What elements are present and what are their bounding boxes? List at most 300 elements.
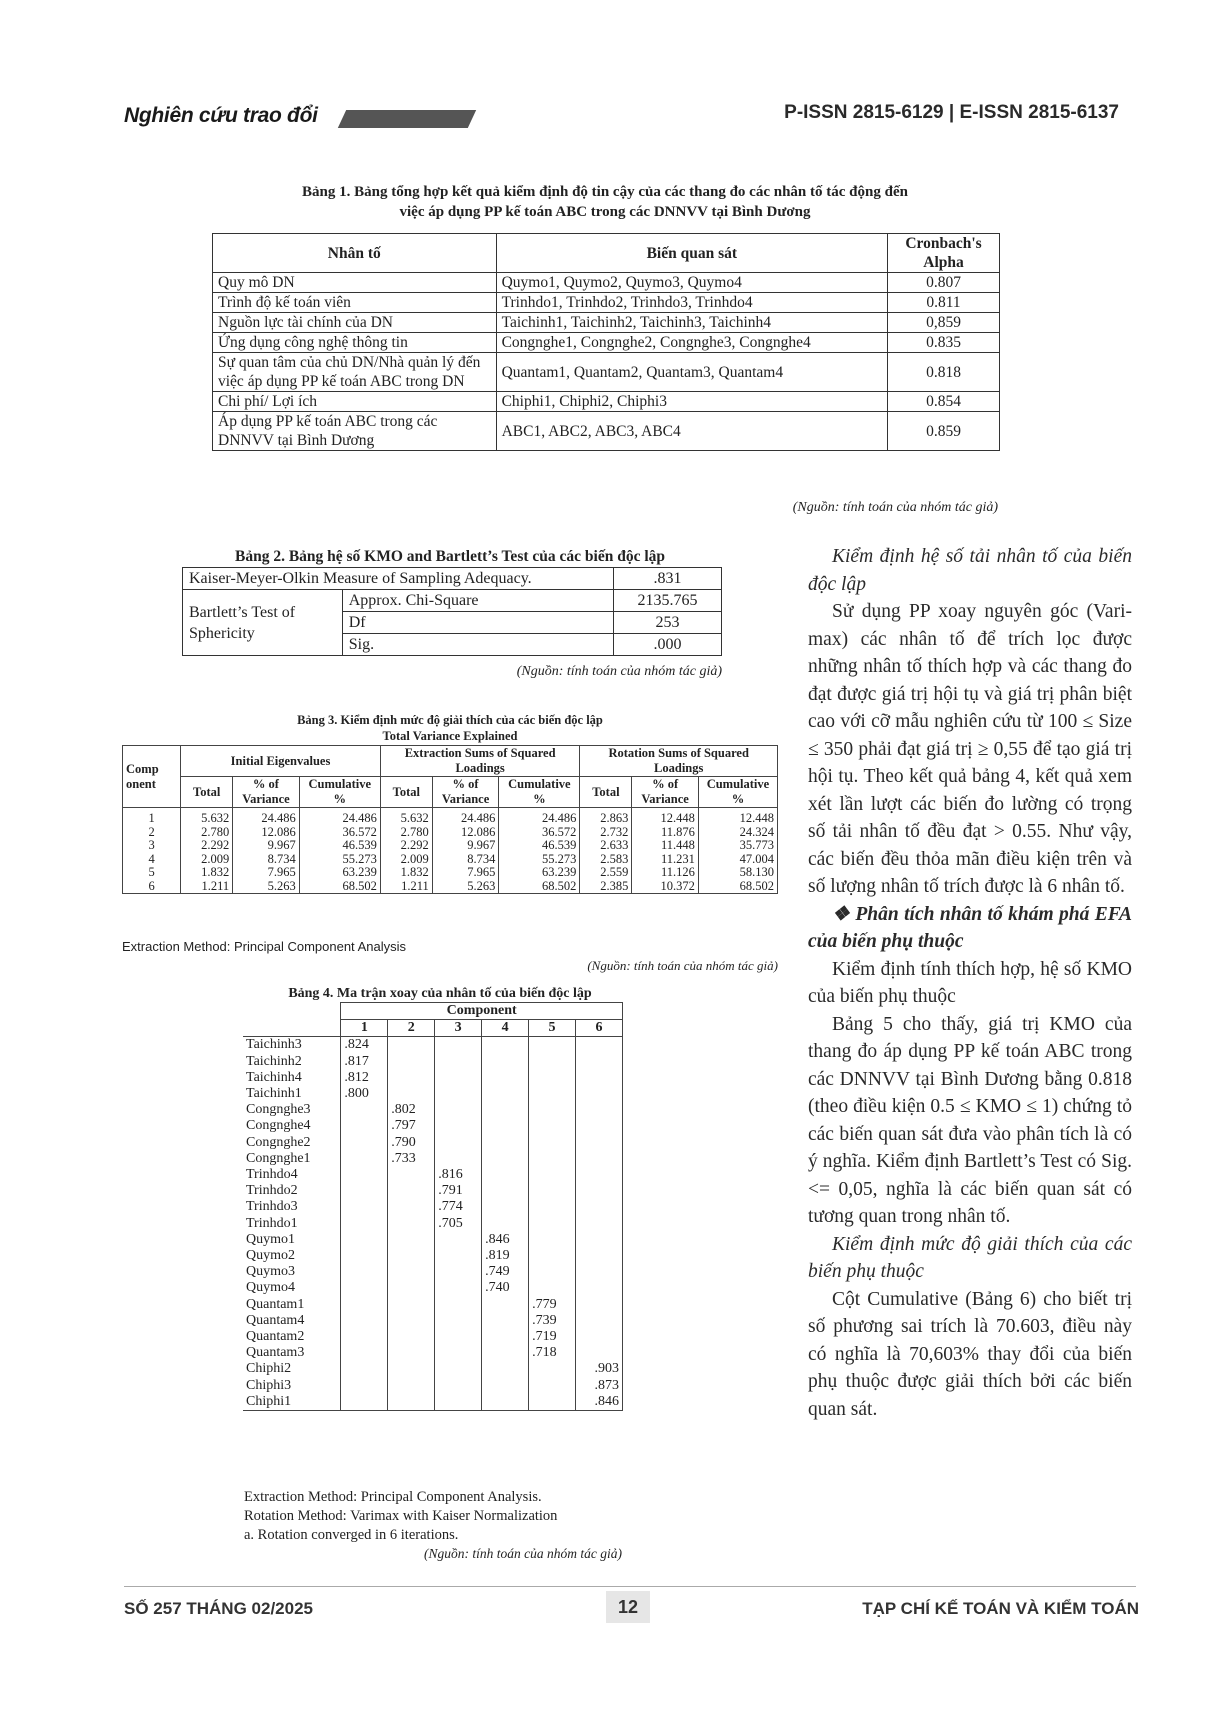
- loading-cell: [435, 1264, 482, 1280]
- value-cell: 10.372: [632, 880, 699, 894]
- loading-cell: [341, 1135, 388, 1151]
- component-cell: 4: [123, 853, 181, 867]
- table4-row: [243, 1070, 623, 1086]
- value-cell: 11.448: [632, 839, 699, 853]
- value-cell: 1.211: [181, 880, 233, 894]
- table4-component-header: Component: [341, 1003, 623, 1020]
- bartlett-row-label: Sig.: [342, 634, 613, 656]
- loading-cell: [435, 1280, 482, 1296]
- table3-group-header: Rotation Sums of Squared Loadings: [580, 746, 778, 777]
- table4-corner: [243, 1003, 341, 1020]
- value-cell: 68.502: [499, 880, 580, 894]
- loading-cell: [435, 1345, 482, 1361]
- loading-cell: [435, 1037, 482, 1054]
- variable-label: Trinhdo2: [243, 1183, 341, 1199]
- table4-row: [243, 1313, 623, 1329]
- variable-label: Quantam4: [243, 1313, 341, 1329]
- component-cell: 6: [123, 880, 181, 894]
- table1-caption: [200, 183, 1010, 222]
- table1-caption-line1: Bảng 1. Bảng tổng hợp kết quả kiểm định độ tin cậy của các thang đo các nhân tố tác động đến: [302, 184, 908, 200]
- table1-header: Biến quan sát: [496, 234, 887, 273]
- loading-cell: .824: [341, 1037, 388, 1054]
- loading-cell: [529, 1199, 576, 1215]
- table3-sub-header: % of Variance: [432, 777, 499, 808]
- value-cell: 68.502: [299, 880, 380, 894]
- loading-cell: [435, 1297, 482, 1313]
- vars-cell: Quymo1, Quymo2, Quymo3, Quymo4: [496, 273, 887, 293]
- loading-cell: [575, 1183, 622, 1199]
- loading-cell: [575, 1054, 622, 1070]
- loading-cell: [482, 1102, 529, 1118]
- loading-cell: [388, 1248, 435, 1264]
- table1-row: [213, 313, 1000, 333]
- vars-cell: Congnghe1, Congnghe2, Congnghe3, Congnghe4: [496, 333, 887, 353]
- loading-cell: [388, 1378, 435, 1394]
- loading-cell: [388, 1361, 435, 1377]
- variable-label: Taichinh2: [243, 1054, 341, 1070]
- table3-group-header: Initial Eigenvalues: [181, 746, 381, 777]
- subheading: Kiểm định mức độ giải thích của các biến phụ thuộc: [808, 1233, 1132, 1282]
- variable-label: Congnghe2: [243, 1135, 341, 1151]
- value-cell: 1.211: [380, 880, 432, 894]
- loading-cell: [482, 1167, 529, 1183]
- table4-column-header: 4: [482, 1020, 529, 1037]
- header-decor-bar: [338, 110, 476, 128]
- component-cell: 5: [123, 866, 181, 880]
- loading-cell: [482, 1151, 529, 1167]
- value-cell: 5.263: [432, 880, 499, 894]
- factor-cell: Sự quan tâm của chủ DN/Nhà quản lý đến việc áp dụng PP kế toán ABC trong DN: [213, 353, 497, 392]
- section-heading: ❖ Phân tích nhân tố khám phá EFA của biến phụ thuộc: [808, 903, 1132, 952]
- alpha-cell: 0.854: [888, 392, 1000, 412]
- variable-label: Trinhdo3: [243, 1199, 341, 1215]
- factor-cell: Trình độ kế toán viên: [213, 293, 497, 313]
- table4-row: [243, 1280, 623, 1296]
- loading-cell: [575, 1297, 622, 1313]
- value-cell: 55.273: [299, 853, 380, 867]
- table3-sub-header: Cumulative %: [499, 777, 580, 808]
- loading-cell: [575, 1102, 622, 1118]
- loading-cell: [482, 1394, 529, 1411]
- loading-cell: [575, 1216, 622, 1232]
- loading-cell: [529, 1086, 576, 1102]
- loading-cell: [529, 1280, 576, 1296]
- table4-note: Rotation Method: Varimax with Kaiser Normalization: [244, 1508, 558, 1524]
- loading-cell: [388, 1264, 435, 1280]
- value-cell: 2.583: [580, 853, 632, 867]
- value-cell: 24.486: [299, 808, 380, 826]
- loading-cell: [482, 1037, 529, 1054]
- loading-cell: .802: [388, 1102, 435, 1118]
- loading-cell: [575, 1264, 622, 1280]
- value-cell: 1.832: [380, 866, 432, 880]
- loading-cell: .817: [341, 1054, 388, 1070]
- table4: [243, 1002, 623, 1411]
- table3-row: [123, 839, 778, 853]
- loading-cell: [388, 1199, 435, 1215]
- table4-row: [243, 1037, 623, 1054]
- loading-cell: [482, 1361, 529, 1377]
- table4-row: [243, 1232, 623, 1248]
- value-cell: 68.502: [698, 880, 777, 894]
- loading-cell: [341, 1167, 388, 1183]
- value-cell: 2.292: [380, 839, 432, 853]
- loading-cell: [482, 1054, 529, 1070]
- loading-cell: [388, 1394, 435, 1411]
- loading-cell: [575, 1313, 622, 1329]
- table4-note: a. Rotation converged in 6 iterations.: [244, 1527, 459, 1543]
- value-cell: 11.876: [632, 826, 699, 840]
- paragraph: Cột Cumulative (Bảng 6) cho biết trị số phương sai trích là 70.603, điều này có nghĩa là 70,603% thay đổi của biến phụ thuộc được giải thích bởi các biến quan sát.: [808, 1288, 1132, 1420]
- table1-caption-line2: việc áp dụng PP kế toán ABC trong các DNNVV tại Bình Dương: [399, 203, 811, 220]
- value-cell: 2.009: [380, 853, 432, 867]
- table4-row: [243, 1183, 623, 1199]
- section-title: Nghiên cứu trao đổi: [124, 104, 318, 127]
- table3-sub-header: Cumulative %: [698, 777, 777, 808]
- value-cell: 2.780: [181, 826, 233, 840]
- value-cell: 7.965: [432, 866, 499, 880]
- value-cell: 1.832: [181, 866, 233, 880]
- loading-cell: [575, 1329, 622, 1345]
- loading-cell: [529, 1167, 576, 1183]
- loading-cell: [341, 1118, 388, 1134]
- paragraph: Sử dụng PP xoay nguyên góc (Vari-max) các nhân tố để trích lọc được những nhân tố thích hợp và các thang đo đạt được giá trị hội tụ và giá trị phân biệt cao với cỡ mẫu nghiên cứu từ 100 ≤ Size ≤ 350 phải đạt giá trị ≥ 0,55 để tạo giá trị hội tụ. Theo kết quả bảng 4, kết quả xem xét lần lượt các biến đo lường có trọng số tải nhân tố đều đạt > 0.55. Như vậy, các biến đều thỏa mãn điều kiện trên và số lượng nhân tố trích được là 6 nhân tố.: [808, 601, 1132, 897]
- loading-cell: .800: [341, 1086, 388, 1102]
- value-cell: 46.539: [499, 839, 580, 853]
- loading-cell: [529, 1070, 576, 1086]
- loading-cell: [482, 1086, 529, 1102]
- loading-cell: [529, 1264, 576, 1280]
- loading-cell: [575, 1280, 622, 1296]
- table4-row: [243, 1118, 623, 1134]
- loading-cell: .774: [435, 1199, 482, 1215]
- variable-label: Chiphi2: [243, 1361, 341, 1377]
- table4-row: [243, 1345, 623, 1361]
- variable-label: Quantam2: [243, 1329, 341, 1345]
- value-cell: 11.126: [632, 866, 699, 880]
- loading-cell: [575, 1070, 622, 1086]
- loading-cell: [435, 1086, 482, 1102]
- kmo-label: Kaiser-Meyer-Olkin Measure of Sampling Adequacy.: [183, 568, 614, 590]
- table1-row: [213, 392, 1000, 412]
- table4-row: [243, 1361, 623, 1377]
- loading-cell: [529, 1394, 576, 1411]
- loading-cell: .733: [388, 1151, 435, 1167]
- loading-cell: [388, 1216, 435, 1232]
- loading-cell: [529, 1361, 576, 1377]
- loading-cell: [341, 1102, 388, 1118]
- value-cell: 2.732: [580, 826, 632, 840]
- loading-cell: [435, 1394, 482, 1411]
- variable-label: Congnghe1: [243, 1151, 341, 1167]
- table3-row: [123, 853, 778, 867]
- loading-cell: .740: [482, 1280, 529, 1296]
- value-cell: 12.448: [632, 808, 699, 826]
- loading-cell: [482, 1345, 529, 1361]
- loading-cell: [341, 1329, 388, 1345]
- table3-component-header: Comp onent: [123, 746, 181, 808]
- value-cell: 12.086: [233, 826, 300, 840]
- kmo-value: .831: [614, 568, 722, 590]
- loading-cell: .790: [388, 1135, 435, 1151]
- table4-corner: [243, 1020, 341, 1037]
- loading-cell: [435, 1232, 482, 1248]
- loading-cell: [435, 1329, 482, 1345]
- loading-cell: [341, 1199, 388, 1215]
- table4-caption: Bảng 4. Ma trận xoay của nhân tố của biến độc lập: [288, 986, 592, 1001]
- table3-sub-header: Total: [580, 777, 632, 808]
- loading-cell: [482, 1297, 529, 1313]
- value-cell: 2.559: [580, 866, 632, 880]
- loading-cell: [435, 1118, 482, 1134]
- loading-cell: [388, 1167, 435, 1183]
- loading-cell: [435, 1054, 482, 1070]
- loading-cell: .718: [529, 1345, 576, 1361]
- loading-cell: [575, 1135, 622, 1151]
- bartlett-row-label: Df: [342, 612, 613, 634]
- loading-cell: [575, 1345, 622, 1361]
- footer-issue: SỐ 257 THÁNG 02/2025: [124, 1599, 313, 1618]
- value-cell: 5.263: [233, 880, 300, 894]
- table3-group-header: Extraction Sums of Squared Loadings: [380, 746, 580, 777]
- loading-cell: [482, 1070, 529, 1086]
- loading-cell: [529, 1054, 576, 1070]
- loading-cell: [388, 1329, 435, 1345]
- loading-cell: [435, 1102, 482, 1118]
- value-cell: 24.486: [499, 808, 580, 826]
- value-cell: 2.780: [380, 826, 432, 840]
- table4-row: [243, 1297, 623, 1313]
- table1-row: [213, 353, 1000, 392]
- loading-cell: [482, 1135, 529, 1151]
- loading-cell: .719: [529, 1329, 576, 1345]
- table1-header: Cronbach's Alpha: [888, 234, 1000, 273]
- value-cell: 11.231: [632, 853, 699, 867]
- table4-row: [243, 1102, 623, 1118]
- table4-column-header: 3: [435, 1020, 482, 1037]
- loading-cell: [341, 1264, 388, 1280]
- footer-divider: [124, 1586, 1136, 1587]
- loading-cell: [529, 1118, 576, 1134]
- value-cell: 9.967: [432, 839, 499, 853]
- loading-cell: [529, 1248, 576, 1264]
- table3-source: (Nguồn: tính toán của nhóm tác giả): [587, 958, 778, 973]
- value-cell: 24.486: [432, 808, 499, 826]
- value-cell: 24.486: [233, 808, 300, 826]
- table3-row: [123, 808, 778, 826]
- alpha-cell: 0.811: [888, 293, 1000, 313]
- loading-cell: [341, 1313, 388, 1329]
- table3-caption-line1: Bảng 3. Kiểm định mức độ giải thích của các biến độc lập: [297, 713, 603, 727]
- loading-cell: [529, 1102, 576, 1118]
- value-cell: 12.448: [698, 808, 777, 826]
- variable-label: Quymo4: [243, 1280, 341, 1296]
- loading-cell: [341, 1232, 388, 1248]
- loading-cell: [529, 1183, 576, 1199]
- vars-cell: Quantam1, Quantam2, Quantam3, Quantam4: [496, 353, 887, 392]
- table2-source: (Nguồn: tính toán của nhóm tác giả): [516, 664, 722, 679]
- table4-notes: [244, 1488, 557, 1545]
- loading-cell: .812: [341, 1070, 388, 1086]
- factor-cell: Nguồn lực tài chính của DN: [213, 313, 497, 333]
- loading-cell: .791: [435, 1183, 482, 1199]
- loading-cell: .749: [482, 1264, 529, 1280]
- table3-caption: [120, 712, 780, 744]
- footer-journal: TẠP CHÍ KẾ TOÁN VÀ KIỂM TOÁN: [862, 1599, 1139, 1618]
- alpha-cell: 0.835: [888, 333, 1000, 353]
- variable-label: Chiphi1: [243, 1394, 341, 1411]
- table3: [122, 745, 778, 894]
- loading-cell: [575, 1151, 622, 1167]
- value-cell: 2.385: [580, 880, 632, 894]
- loading-cell: [482, 1199, 529, 1215]
- factor-cell: Áp dụng PP kế toán ABC trong các DNNVV tại Bình Dương: [213, 412, 497, 451]
- value-cell: 36.572: [299, 826, 380, 840]
- vars-cell: Trinhdo1, Trinhdo2, Trinhdo3, Trinhdo4: [496, 293, 887, 313]
- alpha-cell: 0.859: [888, 412, 1000, 451]
- loading-cell: [529, 1037, 576, 1054]
- loading-cell: [575, 1118, 622, 1134]
- table4-row: [243, 1264, 623, 1280]
- loading-cell: [529, 1232, 576, 1248]
- loading-cell: [341, 1297, 388, 1313]
- table4-column-header: 5: [529, 1020, 576, 1037]
- table4-row: [243, 1216, 623, 1232]
- loading-cell: [435, 1070, 482, 1086]
- loading-cell: [529, 1135, 576, 1151]
- variable-label: Quantam1: [243, 1297, 341, 1313]
- variable-label: Trinhdo4: [243, 1167, 341, 1183]
- variable-label: Trinhdo1: [243, 1216, 341, 1232]
- table4-row: [243, 1151, 623, 1167]
- table4-row: [243, 1167, 623, 1183]
- table4-source: (Nguồn: tính toán của nhóm tác giả): [424, 1546, 622, 1561]
- value-cell: 5.632: [181, 808, 233, 826]
- loading-cell: [435, 1135, 482, 1151]
- value-cell: 8.734: [233, 853, 300, 867]
- loading-cell: [482, 1378, 529, 1394]
- loading-cell: [482, 1118, 529, 1134]
- factor-cell: Chi phí/ Lợi ích: [213, 392, 497, 412]
- loading-cell: [575, 1199, 622, 1215]
- loading-cell: .705: [435, 1216, 482, 1232]
- variable-label: Taichinh1: [243, 1086, 341, 1102]
- value-cell: 2.633: [580, 839, 632, 853]
- component-cell: 2: [123, 826, 181, 840]
- table2: [182, 567, 722, 656]
- value-cell: 24.324: [698, 826, 777, 840]
- loading-cell: [388, 1054, 435, 1070]
- vars-cell: Chiphi1, Chiphi2, Chiphi3: [496, 392, 887, 412]
- factor-cell: Quy mô DN: [213, 273, 497, 293]
- loading-cell: [529, 1216, 576, 1232]
- bartlett-label: Bartlett’s Test of Sphericity: [183, 590, 343, 656]
- table3-sub-header: Cumulative %: [299, 777, 380, 808]
- component-cell: 3: [123, 839, 181, 853]
- alpha-cell: 0.818: [888, 353, 1000, 392]
- loading-cell: [529, 1378, 576, 1394]
- bartlett-row-value: 253: [614, 612, 722, 634]
- table3-sub-header: % of Variance: [632, 777, 699, 808]
- alpha-cell: 0,859: [888, 313, 1000, 333]
- loading-cell: [388, 1232, 435, 1248]
- loading-cell: [341, 1216, 388, 1232]
- value-cell: 9.967: [233, 839, 300, 853]
- loading-cell: [435, 1313, 482, 1329]
- loading-cell: [388, 1086, 435, 1102]
- table4-column-header: 2: [388, 1020, 435, 1037]
- loading-cell: [388, 1313, 435, 1329]
- table4-row: [243, 1329, 623, 1345]
- loading-cell: [388, 1183, 435, 1199]
- loading-cell: .739: [529, 1313, 576, 1329]
- loading-cell: [482, 1183, 529, 1199]
- value-cell: 46.539: [299, 839, 380, 853]
- subheading: Kiểm định hệ số tải nhân tố của biến độc lập: [808, 546, 1132, 595]
- loading-cell: .873: [575, 1378, 622, 1394]
- variable-label: Chiphi3: [243, 1378, 341, 1394]
- loading-cell: [341, 1248, 388, 1264]
- loading-cell: [341, 1394, 388, 1411]
- paragraph: Bảng 5 cho thấy, giá trị KMO của thang đo áp dụng PP kế toán ABC trong các DNNVV tại Bình Dương bằng 0.818 (theo điều kiện 0.5 ≤ KMO ≤ 1) chứng tỏ các biến quan sát đưa vào phân tích là có ý nghĩa. Kiểm định Bartlett’s Test có Sig. <= 0,05, nghĩa là các biến quan sát có tương quan trong nhân tố.: [808, 1013, 1132, 1227]
- value-cell: 63.239: [499, 866, 580, 880]
- table4-row: [243, 1248, 623, 1264]
- variable-label: Taichinh3: [243, 1037, 341, 1054]
- loading-cell: [341, 1151, 388, 1167]
- table3-note: Extraction Method: Principal Component Analysis: [122, 939, 406, 954]
- value-cell: 2.863: [580, 808, 632, 826]
- table4-column-header: 1: [341, 1020, 388, 1037]
- loading-cell: [341, 1361, 388, 1377]
- loading-cell: [482, 1313, 529, 1329]
- value-cell: 12.086: [432, 826, 499, 840]
- issn: P-ISSN 2815-6129 | E-ISSN 2815-6137: [784, 102, 1119, 123]
- bartlett-row-value: .000: [614, 634, 722, 656]
- loading-cell: [388, 1037, 435, 1054]
- value-cell: 2.009: [181, 853, 233, 867]
- variable-label: Congnghe4: [243, 1118, 341, 1134]
- table1-header: Nhân tố: [213, 234, 497, 273]
- loading-cell: .779: [529, 1297, 576, 1313]
- factor-cell: Ứng dụng công nghệ thông tin: [213, 333, 497, 353]
- value-cell: 36.572: [499, 826, 580, 840]
- loading-cell: [388, 1070, 435, 1086]
- bartlett-row-value: 2135.765: [614, 590, 722, 612]
- table3-row: [123, 880, 778, 894]
- table4-row: [243, 1054, 623, 1070]
- value-cell: 5.632: [380, 808, 432, 826]
- loading-cell: [482, 1216, 529, 1232]
- loading-cell: .819: [482, 1248, 529, 1264]
- loading-cell: [341, 1345, 388, 1361]
- page-number: 12: [606, 1591, 650, 1623]
- table4-row: [243, 1378, 623, 1394]
- value-cell: 2.292: [181, 839, 233, 853]
- table4-row: [243, 1086, 623, 1102]
- loading-cell: .797: [388, 1118, 435, 1134]
- loading-cell: [575, 1167, 622, 1183]
- loading-cell: .846: [575, 1394, 622, 1411]
- variable-label: Congnghe3: [243, 1102, 341, 1118]
- table1-row: [213, 412, 1000, 451]
- table3-row: [123, 826, 778, 840]
- vars-cell: Taichinh1, Taichinh2, Taichinh3, Taichinh4: [496, 313, 887, 333]
- loading-cell: [529, 1151, 576, 1167]
- value-cell: 58.130: [698, 866, 777, 880]
- value-cell: 7.965: [233, 866, 300, 880]
- loading-cell: [341, 1378, 388, 1394]
- loading-cell: .903: [575, 1361, 622, 1377]
